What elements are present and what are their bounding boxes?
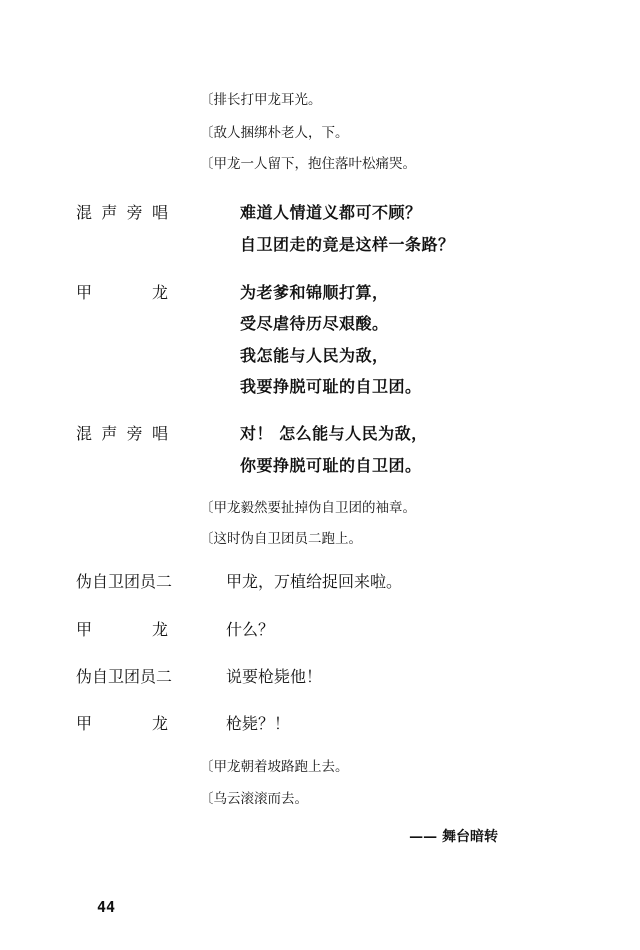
stage-direction: 〔甲龙一人留下，抱住落叶松痛哭。 [200, 156, 416, 172]
stage-direction: 〔乌云滚滚而去。 [200, 791, 308, 807]
sung-line: 受尽虐待历尽艰酸。 [240, 314, 389, 333]
spoken-line: 枪毙？！ [226, 714, 291, 733]
spoken-line: 甲龙，万植给捉回来啦。 [226, 572, 403, 591]
speaker-label: 混 声 旁 唱 [76, 424, 168, 443]
stage-direction: 〔甲龙朝着坡路跑上去。 [200, 759, 349, 775]
sung-line: 我要挣脱可耻的自卫团。 [240, 377, 422, 396]
speaker-label: 甲 龙 [76, 714, 168, 733]
sung-line: 为老爹和锦顺打算， [240, 283, 389, 302]
sung-line: 自卫团走的竟是这样一条路？ [240, 235, 455, 254]
speaker-label: 伪自卫团员二 [76, 667, 173, 686]
speaker-label: 伪自卫团员二 [76, 572, 173, 591]
sung-line: 对！ 怎么能与人民为敌， [240, 424, 428, 443]
sung-line: 难道人情道义都可不顾？ [240, 203, 422, 222]
speaker-label: 混 声 旁 唱 [76, 203, 168, 222]
stage-direction: 〔敌人捆绑朴老人，下。 [200, 125, 349, 141]
speaker-label: 甲 龙 [76, 283, 168, 302]
sung-line: 你要挣脱可耻的自卫团。 [240, 456, 422, 475]
stage-direction: 〔甲龙毅然要扯掉伪自卫团的袖章。 [200, 500, 416, 516]
stage-direction: 〔排长打甲龙耳光。 [200, 92, 322, 108]
scene-end-note: —— 舞台暗转 [409, 829, 498, 845]
sung-line: 我怎能与人民为敌， [240, 346, 389, 365]
stage-direction: 〔这时伪自卫团员二跑上。 [200, 531, 362, 547]
spoken-line: 说要枪毙他！ [226, 667, 323, 686]
spoken-line: 什么？ [226, 620, 275, 639]
page-number: 44 [97, 898, 116, 916]
speaker-label: 甲 龙 [76, 620, 168, 639]
